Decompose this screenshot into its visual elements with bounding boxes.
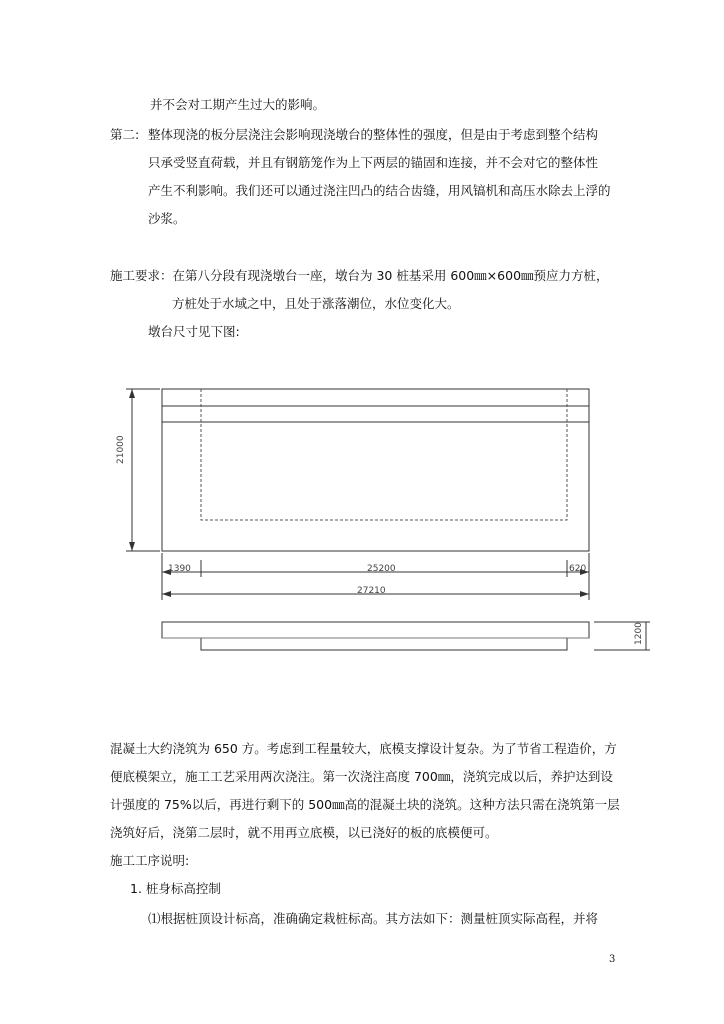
paragraph-line: 并不会对工期产生过大的影响。 — [150, 97, 326, 112]
dim-label-right: 620 — [569, 564, 587, 574]
paragraph-line: 浇筑好后，浇第二层时，就不用再立底模，以已浇好的板的底模便可。 — [110, 825, 498, 840]
section-outline — [162, 622, 589, 650]
paragraph-line: 只承受竖直荷载，并且有钢筋笼作为上下两层的锚固和连接，并不会对它的整体性 — [148, 155, 599, 170]
paragraph-line: 整体现浇的板分层浇注会影响现浇墩台的整体性的强度，但是由于考虑到整个结构 — [148, 127, 599, 142]
paragraph-line: 便底模架立，施工工艺采用两次浇注。第一次浇注高度 700㎜，浇筑完成以后，养护达到设 — [110, 769, 613, 784]
requirement-line: 墩台尺寸见下图: — [148, 324, 240, 339]
requirement-line: 施工要求：在第八分段有现浇墩台一座，墩台为 30 桩基采用 600㎜×600㎜预应力方桩， — [110, 268, 609, 283]
paragraph-line: 沙浆。 — [148, 211, 186, 226]
paragraph-line: 混凝土大约浇筑为 650 方。考虑到工程量较大，底模支撑设计复杂。为了节省工程造价，方 — [110, 741, 617, 756]
paragraph-label: 第二: — [110, 127, 140, 142]
dim-label-thickness: 1200 — [634, 622, 644, 645]
list-item: 1. 桩身标高控制 — [130, 881, 221, 896]
inner-dashed-outline — [201, 389, 567, 520]
dim-label-height: 21000 — [116, 435, 126, 464]
dim-label-left: 1390 — [168, 564, 191, 574]
page-number: 3 — [609, 954, 616, 965]
dim-label-middle: 25200 — [367, 564, 396, 574]
paragraph-line: 计强度的 75%以后，再进行剩下的 500㎜高的混凝土块的浇筑。这种方法只需在浇筑第一层 — [110, 797, 620, 812]
paragraph-line: 产生不利影响。我们还可以通过浇注凹凸的结合齿缝，用风镐机和高压水除去上浮的 — [148, 183, 611, 198]
plan-outline — [162, 389, 589, 551]
section-heading: 施工工序说明: — [110, 853, 190, 868]
list-item-sub: ⑴根据桩顶设计标高，准确确定栽桩标高。其方法如下：测量桩顶实际高程，并将 — [148, 911, 599, 926]
dim-label-total: 27210 — [357, 586, 386, 596]
requirement-line: 方桩处于水域之中，且处于涨落潮位，水位变化大。 — [172, 296, 460, 311]
